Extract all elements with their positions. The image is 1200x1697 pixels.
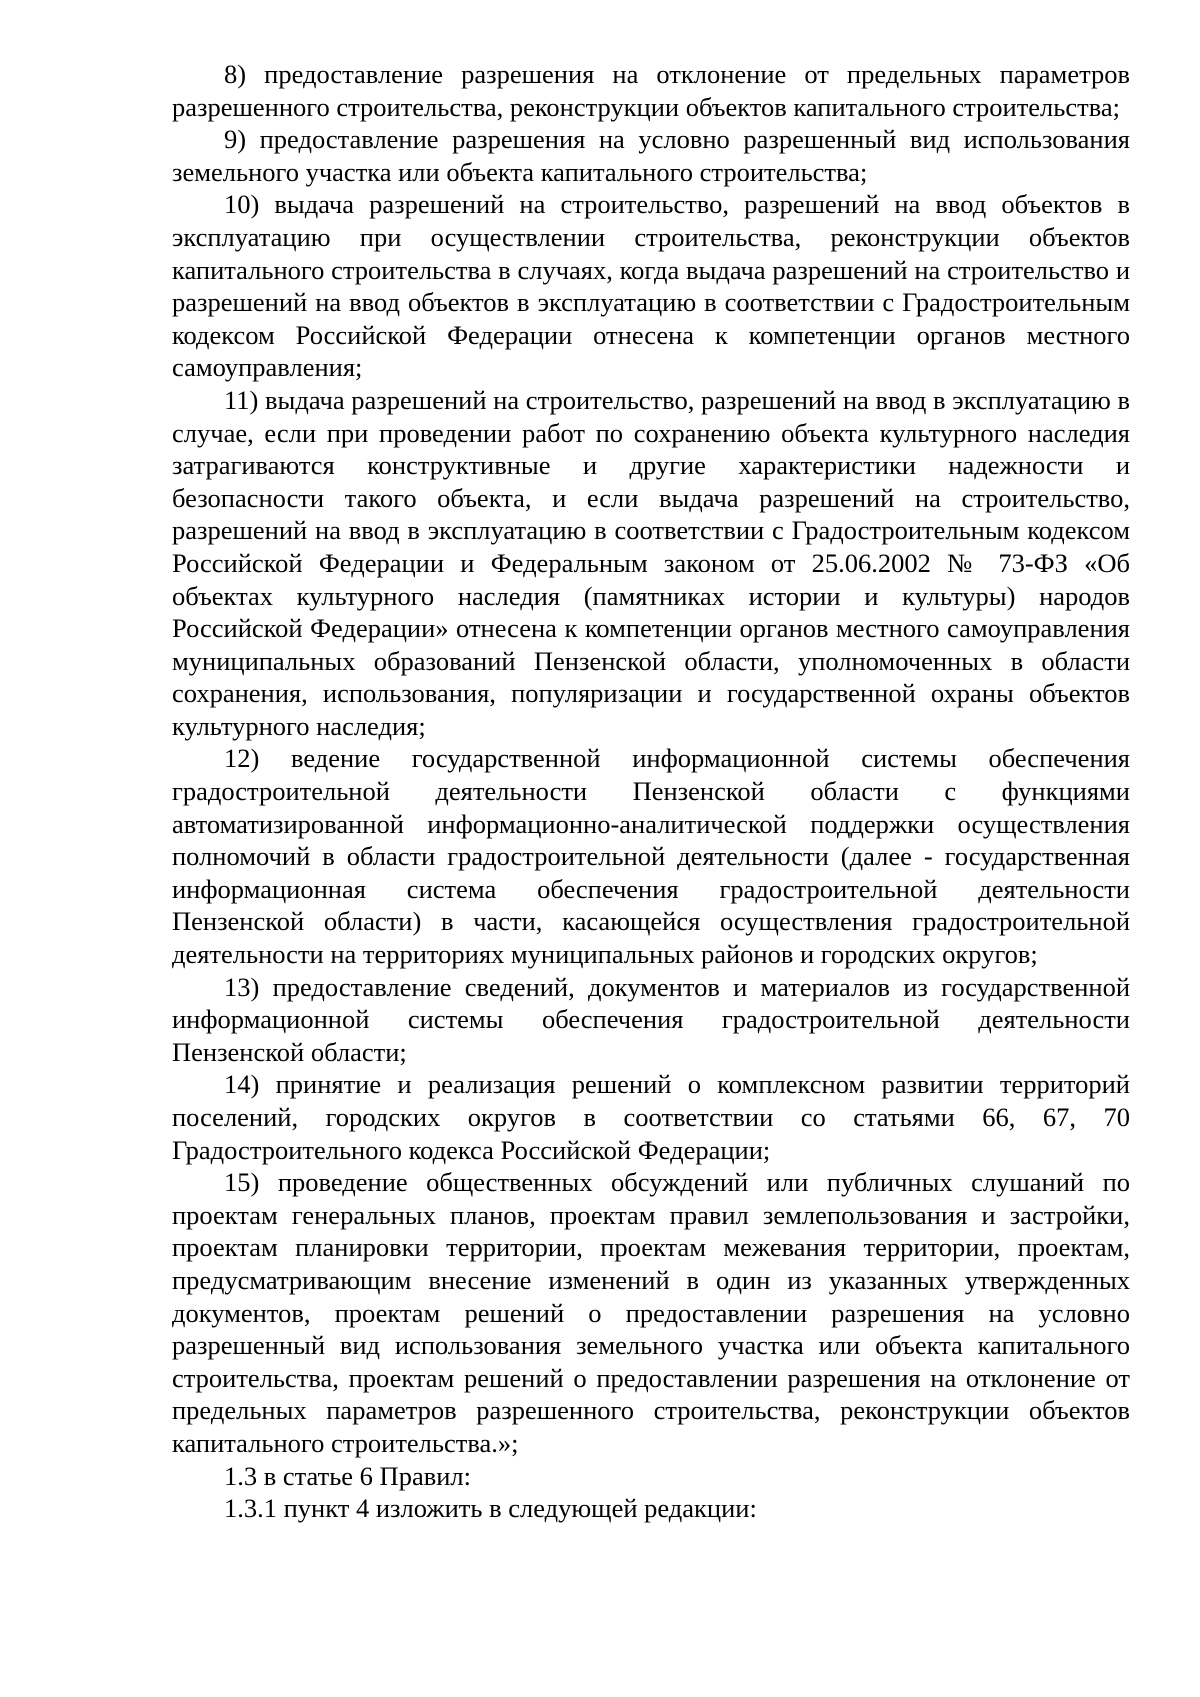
paragraph-item-15: 15) проведение общественных обсуждений или публичных слушаний по проектам генеральных планов, проектам правил землепользования и застройки, проектам планировки территории, проектам межевания территории, проектам, предусматривающим внесение изменений в один из указанных утвержденных документов, проектам решений о предоставлении разрешения на условно разрешенный вид использования земельного участка или объекта капитального строительства, проектам решений о предоставлении разрешения на отклонение от предельных параметров разрешенного строительства, реконструкции объектов капитального строительства.»; (172, 1167, 1130, 1458)
document-page (172, 58, 1130, 1525)
paragraph-item-13: 13) предоставление сведений, документов и материалов из государственной информационной системы обеспечения градостроительной деятельности Пензенской области; (172, 971, 1130, 1067)
paragraph-section-1-3: 1.3 в статье 6 Правил: (224, 1460, 471, 1491)
paragraph-item-12: 12) ведение государственной информационной системы обеспечения градостроительной деятельности Пензенской области с функциями автоматизированной информационно-аналитической поддержки осуществления полномочий в области градостроительной деятельности (далее - государственная информационная система обеспечения градостроительной деятельности Пензенской области) в части, касающейся осуществления градостроительной деятельности на территориях муниципальных районов и городских округов; (172, 743, 1130, 970)
paragraph-item-9: 9) предоставление разрешения на условно разрешенный вид использования земельного участка или объекта капитального строительства; (172, 124, 1130, 187)
paragraph-item-10: 10) выдача разрешений на строительство, разрешений на ввод объектов в эксплуатацию при осуществлении строительства, реконструкции объектов капитального строительства в случаях, когда выдача разрешений на строительство и разрешений на ввод объектов в эксплуатацию в соответствии с Градостроительным кодексом Российской Федерации отнесена к компетенции органов местного самоуправления; (172, 189, 1130, 383)
paragraph-section-1-3-1: 1.3.1 пункт 4 изложить в следующей редакции: (224, 1493, 757, 1524)
paragraph-item-8: 8) предоставление разрешения на отклонение от предельных параметров разрешенного строительства, реконструкции объектов капитального строительства; (172, 59, 1130, 122)
paragraph-item-14: 14) принятие и реализация решений о комплексном развитии территорий поселений, городских округов в соответствии со статьями 66, 67, 70 Градостроительного кодекса Российской Федерации; (172, 1069, 1130, 1165)
paragraph-item-11: 11) выдача разрешений на строительство, разрешений на ввод в эксплуатацию в случае, если при проведении работ по сохранению объекта культурного наследия затрагиваются конструктивные и другие характеристики надежности и безопасности такого объекта, и если выдача разрешений на строительство, разрешений на ввод в эксплуатацию в соответствии с Градостроительным кодексом Российской Федерации и Федеральным законом от 25.06.2002 № 73-ФЗ «Об объектах культурного наследия (памятниках истории и культуры) народов Российской Федерации» отнесена к компетенции органов местного самоуправления муниципальных образований Пензенской области, уполномоченных в области сохранения, использования, популяризации и государственной охраны объектов культурного наследия; (172, 384, 1130, 741)
